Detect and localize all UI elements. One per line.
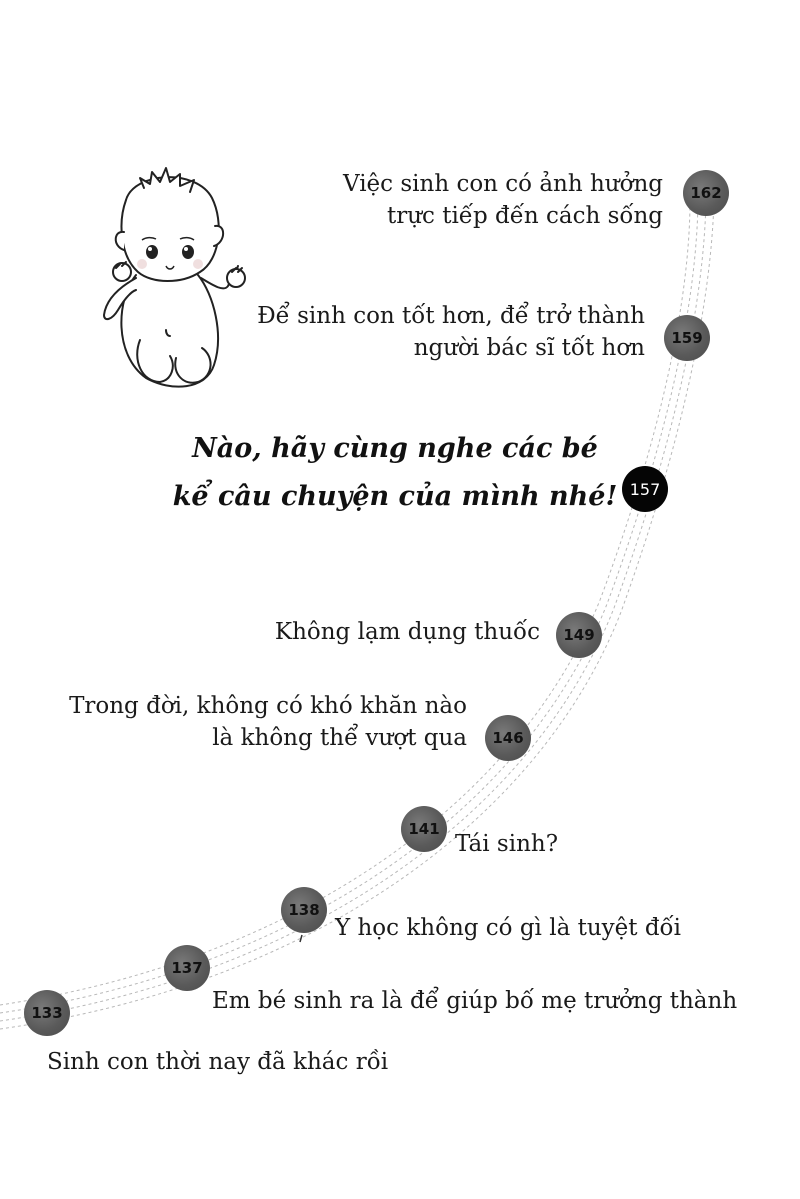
toc-entry-line: Trong đời, không có khó khăn nào	[69, 693, 467, 719]
toc-entry-line: trực tiếp đến cách sống	[386, 203, 663, 229]
toc-entry-133[interactable]	[47, 1046, 388, 1078]
page-badge-146[interactable]: 146	[485, 715, 531, 761]
page-badge-141[interactable]: 141	[401, 806, 447, 852]
page-badge-159[interactable]: 159	[664, 315, 710, 361]
toc-entry-159[interactable]	[257, 300, 645, 364]
toc-entry-line: người bác sĩ tốt hơn	[413, 335, 645, 361]
toc-entry-146[interactable]	[69, 690, 467, 754]
section-heading	[170, 425, 620, 521]
heading-line-2: kể câu chuyện của mình nhé!	[172, 481, 618, 512]
toc-entry-138[interactable]	[335, 912, 681, 944]
toc-entry-line: Việc sinh con có ảnh hưởng	[342, 171, 663, 197]
page-badge-133[interactable]: 133	[24, 990, 70, 1036]
page-badge-157[interactable]: 157	[622, 466, 668, 512]
toc-entry-line: Y học không có gì là tuyệt đối	[335, 915, 681, 941]
toc-entry-162[interactable]	[343, 168, 663, 232]
toc-entry-line: Không lạm dụng thuốc	[274, 619, 540, 645]
toc-entry-line: là không thể vượt qua	[212, 725, 467, 751]
toc-entry-137[interactable]	[212, 985, 737, 1017]
page-badge-149[interactable]: 149	[556, 612, 602, 658]
toc-entry-line: Sinh con thời nay đã khác rồi	[47, 1049, 389, 1075]
heading-line-1: Nào, hãy cùng nghe các bé	[192, 433, 598, 464]
page-badge-137[interactable]: 137	[164, 945, 210, 991]
toc-entry-line: Tái sinh?	[455, 831, 559, 857]
toc-entry-line: Để sinh con tốt hơn, để trở thành	[257, 303, 645, 329]
toc-entry-149[interactable]	[275, 616, 540, 648]
toc-entry-141[interactable]	[455, 828, 558, 860]
page-badge-162[interactable]: 162	[683, 170, 729, 216]
toc-entry-line: Em bé sinh ra là để giúp bố mẹ trưởng thành	[212, 988, 738, 1014]
page-badge-138[interactable]: 138	[281, 887, 327, 933]
baby-icon	[96, 160, 256, 390]
